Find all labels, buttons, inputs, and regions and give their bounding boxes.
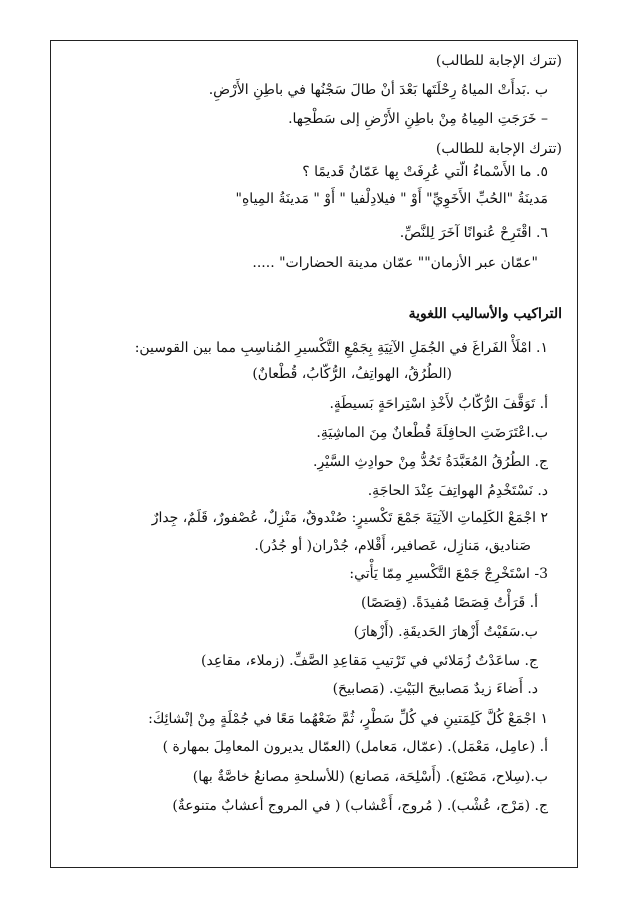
answer-line: ب .بَدأَتْ المياهُ رِحْلَتَها بَعْدَ أنْ طالَ سَجْنُها في باطِنِ الأَرْضِ. bbox=[208, 82, 548, 98]
exercise-item: أ. تَوَقَّفَ الرُّكّابُ لأَخْذِ اسْتِراحَةٍ بَسيطَةٍ. bbox=[329, 396, 548, 412]
exercise-item: أ. قَرَأْتُ قِصَصًا مُفيدَةً. (قِصَصًا) bbox=[361, 595, 538, 611]
question-6: ٦. اقْتَرِحْ عُنوانًا آخَرَ لِلنَّصِّ. bbox=[399, 225, 548, 241]
answer-note: (تترك الإجابة للطالب) bbox=[435, 53, 562, 69]
exercise-4-instruction: ١ اجْمَعْ كُلَّ كَلِمَتينِ في كُلِّ سَطْرٍ، ثُمَّ ضَعْهُما مَعًا في جُمْلَةٍ مِنْ إنْشائِكَ: bbox=[148, 711, 548, 727]
answer-line: – خَرَجَتِ المِياهُ مِنْ باطِنِ الأَرْضِ إلى سَطْحِها. bbox=[288, 111, 548, 127]
exercise-item: ج. الطُرُقُ المُعَبَّدَةُ تَحُدُّ مِنْ حوادِثِ السَّيْرِ. bbox=[313, 454, 548, 470]
answer-line: مَدينَةُ "الحُبِّ الأَخَوِيِّ" أَوْ " فيلادِلْفيا " أَوْ " مَدينَةُ المِياهِ" bbox=[235, 191, 548, 207]
question-5: ٥. ما الأَسْماءُ الّتي عُرِفَتْ بِها عَمّانُ قَديمًا ؟ bbox=[302, 164, 548, 180]
exercise-2-answer: صَناديق، مَنازِل، عَصافير، أَقْلام، جُدْران( أو جُدُر). bbox=[254, 538, 531, 554]
answer-note: (تترك الإجابة للطالب) bbox=[435, 141, 562, 157]
exercise-item: د. أَضاءَ زيدٌ مَصابيحَ البَيْتِ. (مَصابيحَ) bbox=[332, 681, 538, 697]
exercise-item: أ. (عامِل، مَعْمَل). (عمّال، مَعامل) (العمّال يديرون المعامِلَ بمهارة ) bbox=[162, 739, 548, 755]
answer-line: "عمّان عبر الأزمان"" عمّان مدينة الحضارات" ..... bbox=[252, 255, 538, 271]
exercise-item: ج. (مَرْج، عُشْب). ( مُروج، أَعْشاب) ( في المروج أعشابٌ متنوعةٌ) bbox=[172, 798, 548, 814]
exercise-item: ب.(سِلاح، مَصْنَع). (أَسْلِحَة، مَصانع) (للأسلحةِ مصانعُ خاصَّةٌ بها) bbox=[192, 769, 548, 785]
exercise-2-instruction: ٢ اجْمَعْ الكَلِماتِ الآتِيَةَ جَمْعَ تَكْسيرٍ: صُنْدوقٌ، مَنْزِلٌ، عُصْفورٌ، قَلَمٌ، جِدارٌ bbox=[151, 510, 548, 526]
exercise-item: ب.اعْتَرَضَتِ الحافِلَةَ قُطْعانٌ مِنَ الماشِيَةِ. bbox=[316, 425, 548, 441]
exercise-item: د. نَسْتَخْدِمُ الهواتِفَ عِنْدَ الحاجَةِ. bbox=[367, 483, 548, 499]
exercise-3-instruction: 3- اسْتَخْرِجْ جَمْعَ التَّكْسيرِ مِمّا يَأْتي: bbox=[349, 566, 548, 582]
section-heading: التراكيب والأساليب اللغوية bbox=[408, 306, 562, 322]
exercise-item: ب.سَقَيْتُ أَزْهارَ الحَديقَةِ. (أَزْهارَ) bbox=[353, 624, 538, 640]
exercise-1-instruction: ١. امْلَأْ الفَراغَ في الجُمَلِ الآتِيَةِ بِجَمْعِ التَّكْسيرِ المُناسِبِ مما بين القوسين: bbox=[134, 340, 548, 356]
exercise-item: ج. ساعَدْتُ زُمَلائي في تَرْتيبِ مَقاعِدِ الصَّفِّ. (زملاء، مقاعِد) bbox=[201, 653, 538, 669]
word-bank: (الطُرُقُ، الهواتِفُ، الرُّكّابُ، قُطْعانٌ) bbox=[252, 366, 452, 382]
